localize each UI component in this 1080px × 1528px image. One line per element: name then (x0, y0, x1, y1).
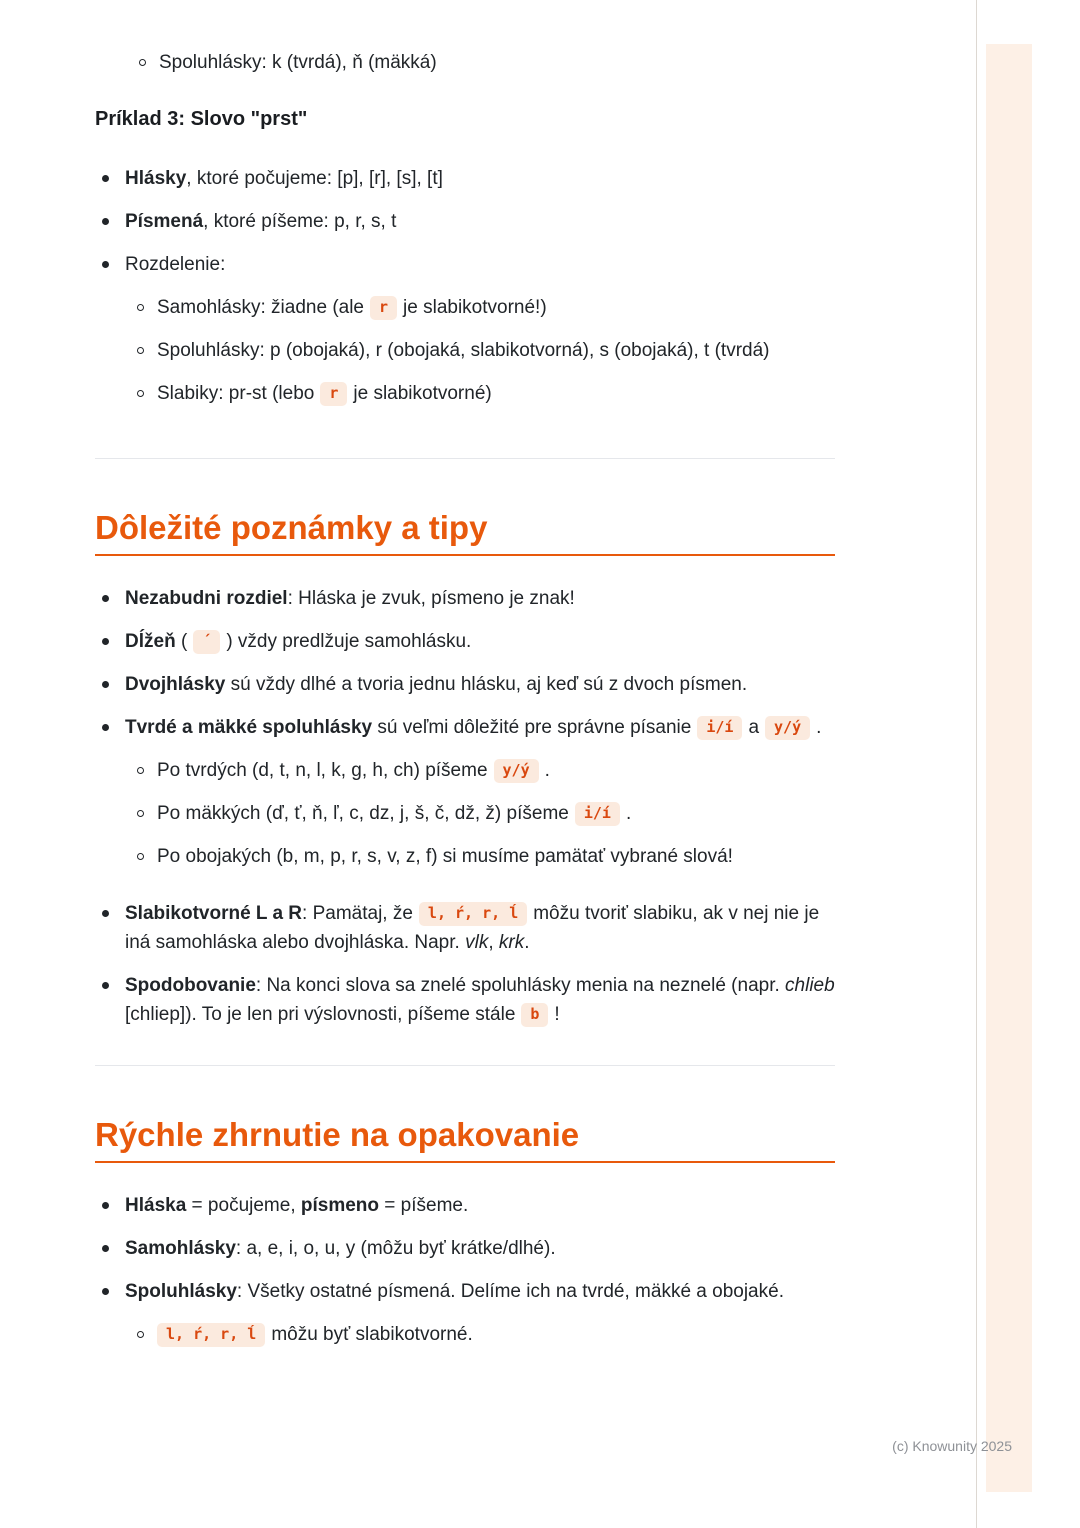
code-badge: i/í (575, 802, 620, 826)
list-item (95, 584, 835, 613)
bullet-icon (102, 1288, 109, 1295)
item-text: . (816, 717, 822, 738)
bullet-icon (102, 595, 109, 602)
term: Hlásky (125, 168, 187, 189)
item-text: , ktoré počujeme: [p], [r], [s], [t] (186, 168, 443, 189)
item-text: ! (554, 1004, 560, 1025)
circle-bullet-icon (139, 59, 146, 66)
term: Spoluhlásky (125, 1281, 237, 1302)
page-margin-strip (986, 44, 1032, 1492)
item-text: je slabikotvorné) (353, 383, 492, 404)
item-text: : a, e, i, o, u, y (môžu byť krátke/dlhé). (235, 1238, 556, 1259)
term: Nezabudni rozdiel (125, 588, 288, 609)
bullet-icon (102, 681, 109, 688)
item-text: ) vždy predlžuje samohlásku. (226, 631, 472, 652)
term: Spodobovanie (125, 975, 256, 996)
bullet-icon (102, 982, 109, 989)
code-badge: l, ŕ, r, ĺ (157, 1323, 265, 1347)
code-badge: r (320, 382, 347, 406)
item-text: sú veľmi dôležité pre správne písanie (372, 717, 692, 738)
bullet-icon (102, 1245, 109, 1252)
item-text: sú vždy dlhé a tvoria jednu hlásku, aj keď sú z dvoch písmen. (225, 674, 748, 695)
item-text: = počujeme, (186, 1195, 301, 1216)
page-margin-line (976, 0, 977, 1528)
example-word: krk (498, 932, 525, 953)
bullet-icon (102, 910, 109, 917)
code-badge: y/ý (494, 759, 539, 783)
bullet-icon (102, 638, 109, 645)
item-text: ( (175, 631, 188, 652)
item-text: , ktoré píšeme: p, r, s, t (203, 211, 397, 232)
bullet-icon (102, 724, 109, 731)
item-text: môžu tvoriť slabiku, ak v nej nie je iná samohláska alebo dvojhláska. Napr. (125, 903, 820, 953)
item-text: : Pamätaj, že (302, 903, 413, 924)
example-word: chlieb (785, 975, 835, 996)
item-text: je slabikotvorné!) (403, 297, 547, 318)
code-badge: y/ý (765, 716, 810, 740)
list-item (95, 48, 835, 77)
code-badge: ´ (193, 630, 220, 654)
term: Samohlásky (125, 1238, 236, 1259)
circle-bullet-icon (137, 767, 144, 774)
item-text: Slabiky: pr-st (lebo (157, 383, 315, 404)
divider (95, 1065, 835, 1066)
term: Slabikotvorné L a R (125, 903, 303, 924)
circle-bullet-icon (137, 853, 144, 860)
list-item (125, 756, 835, 785)
item-text: . (544, 760, 550, 781)
list-item (95, 627, 835, 656)
item-text: Rozdelenie: (125, 254, 226, 275)
item-text: môžu byť slabikotvorné. (271, 1324, 473, 1345)
example-heading: Príklad 3: Slovo "prst" (95, 108, 308, 130)
list-item (95, 1191, 835, 1220)
section-heading-summary: Rýchle zhrnutie na opakovanie (95, 1120, 835, 1163)
circle-bullet-icon (137, 810, 144, 817)
term: Písmená (125, 211, 204, 232)
term: Dĺžeň (125, 631, 176, 652)
list-item (95, 164, 835, 193)
list (95, 164, 835, 422)
list-item (125, 336, 835, 365)
item-text: . (524, 932, 530, 953)
nested-list (125, 293, 835, 408)
item-text: : Na konci slova sa znelé spoluhlásky menia na neznelé (napr. (255, 975, 786, 996)
nested-list (125, 756, 835, 871)
bullet-icon (102, 218, 109, 225)
code-badge: l, ŕ, r, ĺ (419, 902, 527, 926)
circle-bullet-icon (137, 1331, 144, 1338)
item-text: Po tvrdých (d, t, n, l, k, g, h, ch) píšeme (157, 760, 488, 781)
item-text: Samohlásky: žiadne (ale (157, 297, 364, 318)
document-content (95, 48, 835, 1377)
list-item (125, 379, 835, 408)
divider (95, 458, 835, 459)
item-text: : Hláska je zvuk, písmeno je znak! (287, 588, 575, 609)
list (95, 1191, 835, 1363)
list-item (125, 293, 835, 322)
nested-list (125, 1320, 835, 1349)
watermark: (c) Knowunity 2025 (892, 1438, 1012, 1454)
item-text: = píšeme. (379, 1195, 469, 1216)
bullet-icon (102, 175, 109, 182)
item-text: Po mäkkých (ď, ť, ň, ľ, c, dz, j, š, č, dž, ž) píšeme (157, 803, 569, 824)
list (95, 48, 835, 77)
item-text: [chliep]). To je len pri výslovnosti, píšeme stále (125, 1004, 516, 1025)
item-text: , (488, 932, 499, 953)
list (95, 584, 835, 1029)
term: Dvojhlásky (125, 674, 226, 695)
list-item (95, 713, 835, 885)
list-item (125, 799, 835, 828)
circle-bullet-icon (137, 390, 144, 397)
term: Hláska (125, 1195, 187, 1216)
list-item (95, 1277, 835, 1363)
list-item (95, 1234, 835, 1263)
circle-bullet-icon (137, 304, 144, 311)
list-item (95, 971, 835, 1029)
term: písmeno (300, 1195, 379, 1216)
item-text: . (625, 803, 632, 824)
bullet-icon (102, 261, 109, 268)
list-item (95, 250, 835, 422)
item-text: Spoluhlásky: p (obojaká), r (obojaká, slabikotvorná), s (obojaká), t (tvrdá) (157, 340, 770, 361)
example-word: vlk (465, 932, 489, 953)
list-item (95, 899, 835, 957)
list-item (95, 670, 835, 699)
list-item (95, 207, 835, 236)
list-item (125, 842, 835, 871)
item-text: a (748, 717, 760, 738)
item-text: : Všetky ostatné písmená. Delíme ich na tvrdé, mäkké a obojaké. (236, 1281, 784, 1302)
section-heading-notes: Dôležité poznámky a tipy (95, 513, 835, 556)
code-badge: b (521, 1003, 548, 1027)
term: Tvrdé a mäkké spoluhlásky (125, 717, 373, 738)
circle-bullet-icon (137, 347, 144, 354)
item-text: Spoluhlásky: k (tvrdá), ň (mäkká) (159, 52, 437, 73)
code-badge: i/í (697, 716, 742, 740)
code-badge: r (370, 296, 397, 320)
item-text: Po obojakých (b, m, p, r, s, v, z, f) si musíme pamätať vybrané slová! (157, 846, 733, 867)
bullet-icon (102, 1202, 109, 1209)
list-item (125, 1320, 835, 1349)
